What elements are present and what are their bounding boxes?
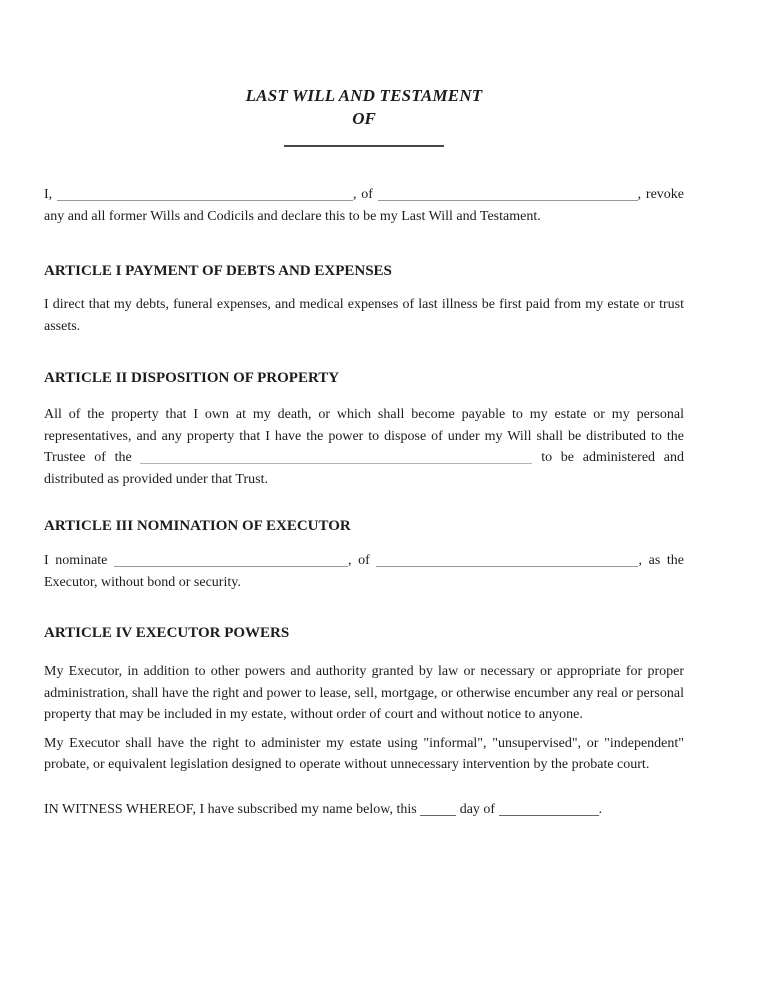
intro-of-text: , of — [352, 187, 373, 202]
article-1-heading: ARTICLE I PAYMENT OF DEBTS AND EXPENSES — [44, 263, 392, 279]
executor-name-blank-line — [114, 553, 348, 567]
article-2-text-after-blank: to be administered and distributed as provided under that Trust. — [44, 450, 684, 487]
witness-clause — [44, 799, 684, 821]
trust-name-blank-line — [140, 450, 532, 464]
article-1-body: I direct that my debts, funeral expenses, and medical expenses of last illness be first paid from my estate or trust assets. — [44, 297, 684, 334]
executor-residence-blank-line — [376, 553, 638, 567]
document-content — [44, 0, 684, 820]
article-2-heading: ARTICLE II DISPOSITION OF PROPERTY — [44, 370, 340, 386]
intro-lead-text: I, — [44, 187, 53, 202]
nominate-of-text: , of — [348, 553, 370, 568]
intro-comma-text: , — [637, 187, 642, 202]
testator-name-title-blank-line — [284, 145, 444, 147]
article-2-text-before-blank: All of the property that I own at my death, or which shall become payable to my estate or my personal representatives, and any property that I have the power to dispose of under my Will shall be distributed to the Trustee of the — [44, 407, 684, 465]
testator-name-blank-line — [57, 187, 353, 201]
article-2-body — [44, 404, 684, 490]
witness-day-of-text: day of — [459, 801, 496, 817]
witness-period-text: . — [598, 801, 603, 817]
nominate-lead-text: I nominate — [44, 553, 108, 568]
article-4-body-1: My Executor, in addition to other powers and authority granted by law or necessary or appropriate for proper administration, shall have the right and power to lease, sell, mortgage, or otherwise encumber any real or personal property that may be included in my estate, without order of court and without notice to anyone. — [44, 664, 684, 722]
article-3-body — [44, 550, 684, 593]
article-3-heading: ARTICLE III NOMINATION OF EXECUTOR — [44, 518, 351, 534]
article-4-body-2: My Executor shall have the right to administer my estate using "informal", "unsupervised", or "independent" probate, or equivalent legislation designed to operate without unnecessary intervention by the probate court. — [44, 735, 684, 772]
document-title-of: OF — [352, 109, 376, 128]
day-blank-line — [420, 802, 456, 816]
nominate-continuation-text: as the Executor, without bond or security. — [44, 553, 685, 590]
article-4-heading: ARTICLE IV EXECUTOR POWERS — [44, 625, 290, 641]
document-title: LAST WILL AND TESTAMENT — [245, 86, 483, 105]
document-header — [44, 84, 684, 147]
revocation-paragraph — [44, 184, 684, 227]
nominate-comma-text: , — [638, 553, 642, 568]
intro-continuation-text: revoke any and all former Wills and Codicils and declare this to be my Last Will and Testament. — [44, 187, 684, 224]
month-blank-line — [499, 802, 599, 816]
witness-lead-text: IN WITNESS WHEREOF, I have subscribed my name below, this — [44, 801, 417, 817]
testator-residence-blank-line — [378, 187, 638, 201]
